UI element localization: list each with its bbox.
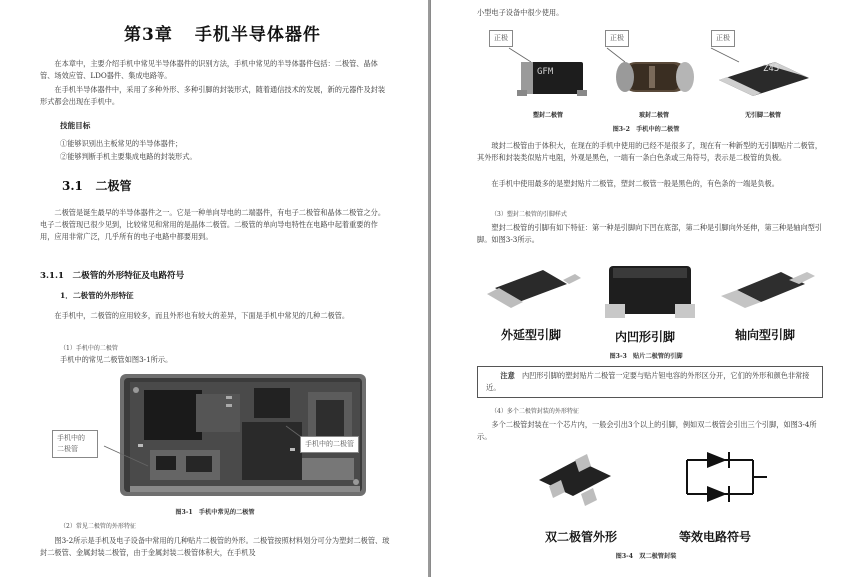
multi-diode-paragraph: 多个二极管封装在一个芯片内，一般会引出3个以上的引脚，例如双二极管会引出三个引脚，如图3-4所示。 <box>477 420 817 441</box>
fig2-positive-label-2: 正极 <box>605 30 629 47</box>
skill-goal-1: ①能够识别出主板常见的半导体器件； <box>60 139 183 148</box>
note-title: 注意 <box>500 371 515 380</box>
fig3-label-extended: 外延型引脚 <box>500 328 561 342</box>
fig1-callout-left: 手机中的 二极管 <box>52 430 98 458</box>
fig2-label-plastic: 塑封二极管 <box>532 112 563 119</box>
fig2-label-leadless: 无引脚二极管 <box>744 112 781 119</box>
fig2-label-glass: 玻封二极管 <box>638 112 669 119</box>
fig2-caption: 图3-2 手机中的二极管 <box>612 126 680 133</box>
fig2-chip-mark-1: GFM <box>537 67 554 77</box>
fig2-positive-label-1: 正极 <box>489 30 513 47</box>
item-2-heading: （2）常见二极管的外形特征 <box>60 523 136 530</box>
item-1-text: 手机中的常见二极管如图3-1所示。 <box>60 355 173 364</box>
fig3-label-recessed: 内凹形引脚 <box>614 330 675 344</box>
fig3-caption: 图3-3 贴片二极管的引脚 <box>609 353 683 360</box>
skill-goal-2: ②能够判断手机主要集成电路的封装形式。 <box>60 152 197 161</box>
fig4-label-package: 双二极管外形 <box>544 530 617 544</box>
glass-diode-paragraph: 玻封二极管由于体积大，在现在的手机中使用的已经不是很多了，现在有一种新型的无引脚贴片二极管，其外形和封装类似贴片电阻，外观是黑色，一端有一条白色条或三角符号，表示是二极管的负极。 <box>477 141 823 162</box>
fig3-pin-types-image <box>485 254 815 334</box>
fig1-callout-right: 手机中的二极管 <box>300 436 359 453</box>
fig1-caption: 图3-1 手机中常见的二极管 <box>175 509 255 516</box>
shape-paragraph: 在手机中，二极管的应用较多，而且外形也有较大的差异，下面是手机中常见的几种二极管。 <box>54 311 350 320</box>
item-1-heading: （1）手机中的二极管 <box>60 345 118 352</box>
fig4-caption: 图3-4 双二极管封装 <box>615 553 677 560</box>
note-box <box>477 366 823 398</box>
subsection-heading: 3.1.1 二极管的外形特征及电路符号 <box>40 271 185 281</box>
section-paragraph: 二极管是诞生最早的半导体器件之一。它是一种单向导电的二端器件，有电子二极管和晶体二极管之分。电子二极管现已很少见到，比较常见和常用的是晶体二极管。二极管的单向导电特性在电路中起着重要的作用，应用非常广泛，几乎所有的电子电路中都要用到。 <box>40 208 386 241</box>
subsubsection-heading: 1．二极管的外形特征 <box>60 291 134 300</box>
fig4-label-symbol: 等效电路符号 <box>678 530 751 544</box>
section-heading <box>62 177 131 194</box>
intro-paragraph-1: 在本章中，主要介绍手机中常见半导体器件的识别方法，手机中常见的半导体器件包括：二极管、晶体管、场效应管、LDO器件、集成电路等。 <box>40 59 378 80</box>
item-2-text: 图3-2所示是手机及电子设备中常用的几种贴片二极管的外形。二极管按照材料划分可分为塑封二极管、玻封二极管、金属封装二极管，由于金属封装二极管体积大，在手机及 <box>40 536 390 557</box>
continued-line: 小型电子设备中很少使用。 <box>477 8 564 17</box>
chapter-number: 第3章 <box>124 25 173 45</box>
skill-goals-heading: 技能目标 <box>60 121 91 130</box>
section-number: 3.1 <box>62 179 83 193</box>
item-4-heading: （4）多个二极管封装的外形特征 <box>491 408 579 415</box>
plastic-diode-paragraph: 在手机中使用最多的是塑封贴片二极管，塑封二极管一般是黑色的，有色条的一端是负极。 <box>491 179 779 188</box>
item-3-heading: （3）塑封二极管的引脚样式 <box>491 211 567 218</box>
chapter-title: 手机半导体器件 <box>194 25 321 45</box>
fig3-label-axial: 轴向型引脚 <box>734 328 795 342</box>
pins-paragraph: 塑封二极管的引脚有如下特征：第一种是引脚向下凹在底部，第二种是引脚向外延伸，第三种是轴向型引脚。如图3-3所示。 <box>477 223 823 244</box>
section-title: 二极管 <box>95 179 132 193</box>
intro-paragraph-2: 在手机半导体器件中，采用了多种外形、多种引脚的封装形式，随着通信技术的发展，新的元器件及封装形式都会出现在手机中。 <box>40 85 386 106</box>
chapter-heading <box>124 20 321 45</box>
fig2-chip-mark-3: Z45 <box>763 64 780 74</box>
fig4-dual-diode-image <box>531 446 771 522</box>
right-page <box>430 0 860 577</box>
note-text: 内凹形引脚的塑封贴片二极管一定要与贴片钽电容的外形区分开，它们的外形和颜色非常接近。 <box>486 371 810 392</box>
fig2-positive-label-3: 正极 <box>711 30 735 47</box>
